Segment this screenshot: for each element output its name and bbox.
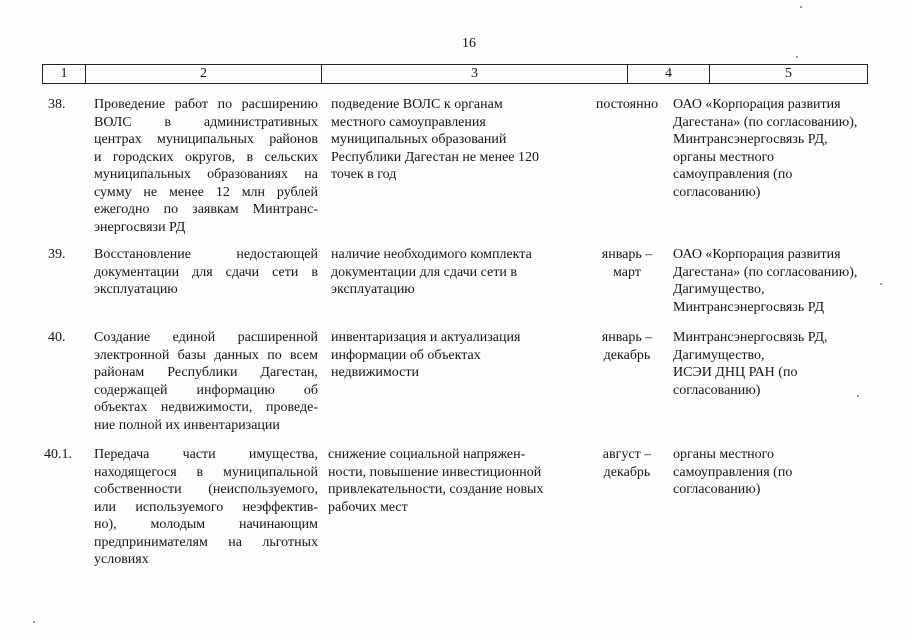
text-line: условиях	[94, 552, 149, 567]
action-cell	[94, 446, 318, 569]
text-line: содержащей информацию об	[94, 382, 318, 398]
term-cell	[590, 96, 664, 114]
result-cell	[328, 446, 568, 516]
text-line: Дагимущество,	[673, 282, 765, 297]
text-line: наличие необходимого комплекта	[331, 247, 532, 262]
responsible-cell	[673, 96, 883, 201]
term-cell	[590, 446, 664, 481]
scan-speck	[857, 395, 859, 397]
text-line: недвижимости	[331, 365, 419, 380]
text-line: Дагестана» (по согласованию),	[673, 114, 858, 130]
action-cell	[94, 329, 318, 434]
text-line: и городских округов, в сельских	[94, 149, 318, 165]
text-line: подведение ВОЛС к органам	[331, 97, 503, 112]
text-line: январь –	[601, 247, 653, 262]
responsible-cell	[673, 329, 883, 399]
column-header: 1	[60, 66, 68, 81]
text-line: март	[613, 264, 641, 280]
text-line: январь –	[601, 330, 653, 345]
text-line: муниципальных образований	[331, 132, 507, 147]
scan-speck	[800, 6, 802, 8]
text-line: районам Республики Дагестан,	[94, 365, 318, 380]
text-line: документации для сдачи сети в	[331, 264, 517, 280]
table-header	[42, 64, 868, 84]
scan-speck	[880, 283, 882, 285]
text-line: информации об объектах	[331, 347, 481, 363]
text-line: Минтрансэнергосвязь РД,	[673, 330, 828, 345]
text-line: ежегодно по заявкам Минтранс-	[94, 202, 318, 217]
text-line: местного самоуправления	[331, 114, 486, 130]
text-line: самоуправления (по	[673, 167, 793, 182]
row-number: 40.1.	[44, 447, 72, 462]
text-line: ние полной их инвентаризации	[94, 417, 280, 433]
text-line: собственности (неиспользуемого,	[94, 482, 318, 497]
action-cell	[94, 246, 318, 299]
text-line: центрах муниципальных районов	[94, 132, 318, 147]
action-cell	[94, 96, 318, 236]
responsible-cell	[673, 246, 883, 316]
text-line: постоянно	[595, 97, 659, 112]
text-line: находящегося в муниципальной	[94, 464, 318, 480]
text-line: Республики Дагестан не менее 120	[331, 149, 540, 165]
text-line: Минтрансэнергосвязь РД	[673, 299, 825, 315]
text-line: ОАО «Корпорация развития	[673, 97, 841, 112]
text-line: Дагестана» (по согласованию),	[673, 264, 858, 280]
text-line: декабрь	[603, 464, 651, 480]
text-line: сумму не менее 12 млн рублей	[94, 184, 318, 200]
text-line: Минтрансэнергосвязь РД,	[673, 132, 828, 147]
row-number: 38.	[48, 97, 66, 112]
text-line: муниципальных образованиях на	[94, 167, 318, 182]
text-line: но), молодым начинающим	[94, 517, 318, 532]
page-number: 16	[462, 36, 476, 51]
term-cell	[590, 246, 664, 281]
term-cell	[590, 329, 664, 364]
text-line: органы местного	[673, 447, 774, 462]
text-line: снижение социальной напряжен-	[328, 447, 526, 462]
text-line: самоуправления (по	[673, 464, 793, 480]
scan-speck	[33, 621, 35, 623]
text-line: эксплуатацию	[94, 282, 178, 297]
column-header: 2	[85, 65, 321, 83]
column-header: 3	[321, 65, 627, 83]
row-number: 40.	[48, 330, 66, 345]
text-line: эксплуатацию	[331, 282, 415, 297]
text-line: согласованию)	[673, 482, 761, 497]
row-number: 39.	[48, 247, 66, 262]
text-line: точек в год	[331, 167, 397, 182]
scan-speck	[796, 56, 798, 58]
text-line: Создание единой расширенной	[94, 330, 318, 345]
text-line: декабрь	[603, 347, 651, 363]
column-header: 4	[627, 65, 709, 83]
text-line: Дагимущество,	[673, 347, 765, 363]
text-line: электронной базы данных по всем	[94, 347, 318, 363]
result-cell	[331, 96, 571, 184]
text-line: рабочих мест	[328, 499, 408, 515]
text-line: документации для сдачи сети в	[94, 264, 318, 280]
text-line: согласованию)	[673, 184, 761, 200]
text-line: ИСЭИ ДНЦ РАН (по	[673, 365, 798, 380]
text-line: привлекательности, создание новых	[328, 482, 544, 497]
text-line: Восстановление недостающей	[94, 247, 318, 262]
text-line: органы местного	[673, 149, 774, 165]
text-line: август –	[602, 447, 652, 462]
text-line: ности, повышение инвестиционной	[328, 464, 542, 480]
responsible-cell	[673, 446, 883, 499]
column-header: 5	[709, 65, 867, 83]
text-line: предпринимателям на льготных	[94, 534, 318, 550]
text-line: Передача части имущества,	[94, 447, 318, 462]
text-line: или используемого неэффектив-	[94, 499, 318, 515]
result-cell	[331, 246, 571, 299]
text-line: объектах недвижимости, проведе-	[94, 400, 318, 415]
text-line: энергосвязи РД	[94, 219, 186, 235]
text-line: Проведение работ по расширению	[94, 97, 318, 112]
text-line: согласованию)	[673, 382, 761, 398]
text-line: ВОЛС в административных	[94, 114, 318, 130]
text-line: инвентаризация и актуализация	[331, 330, 521, 345]
result-cell	[331, 329, 571, 382]
text-line: ОАО «Корпорация развития	[673, 247, 841, 262]
